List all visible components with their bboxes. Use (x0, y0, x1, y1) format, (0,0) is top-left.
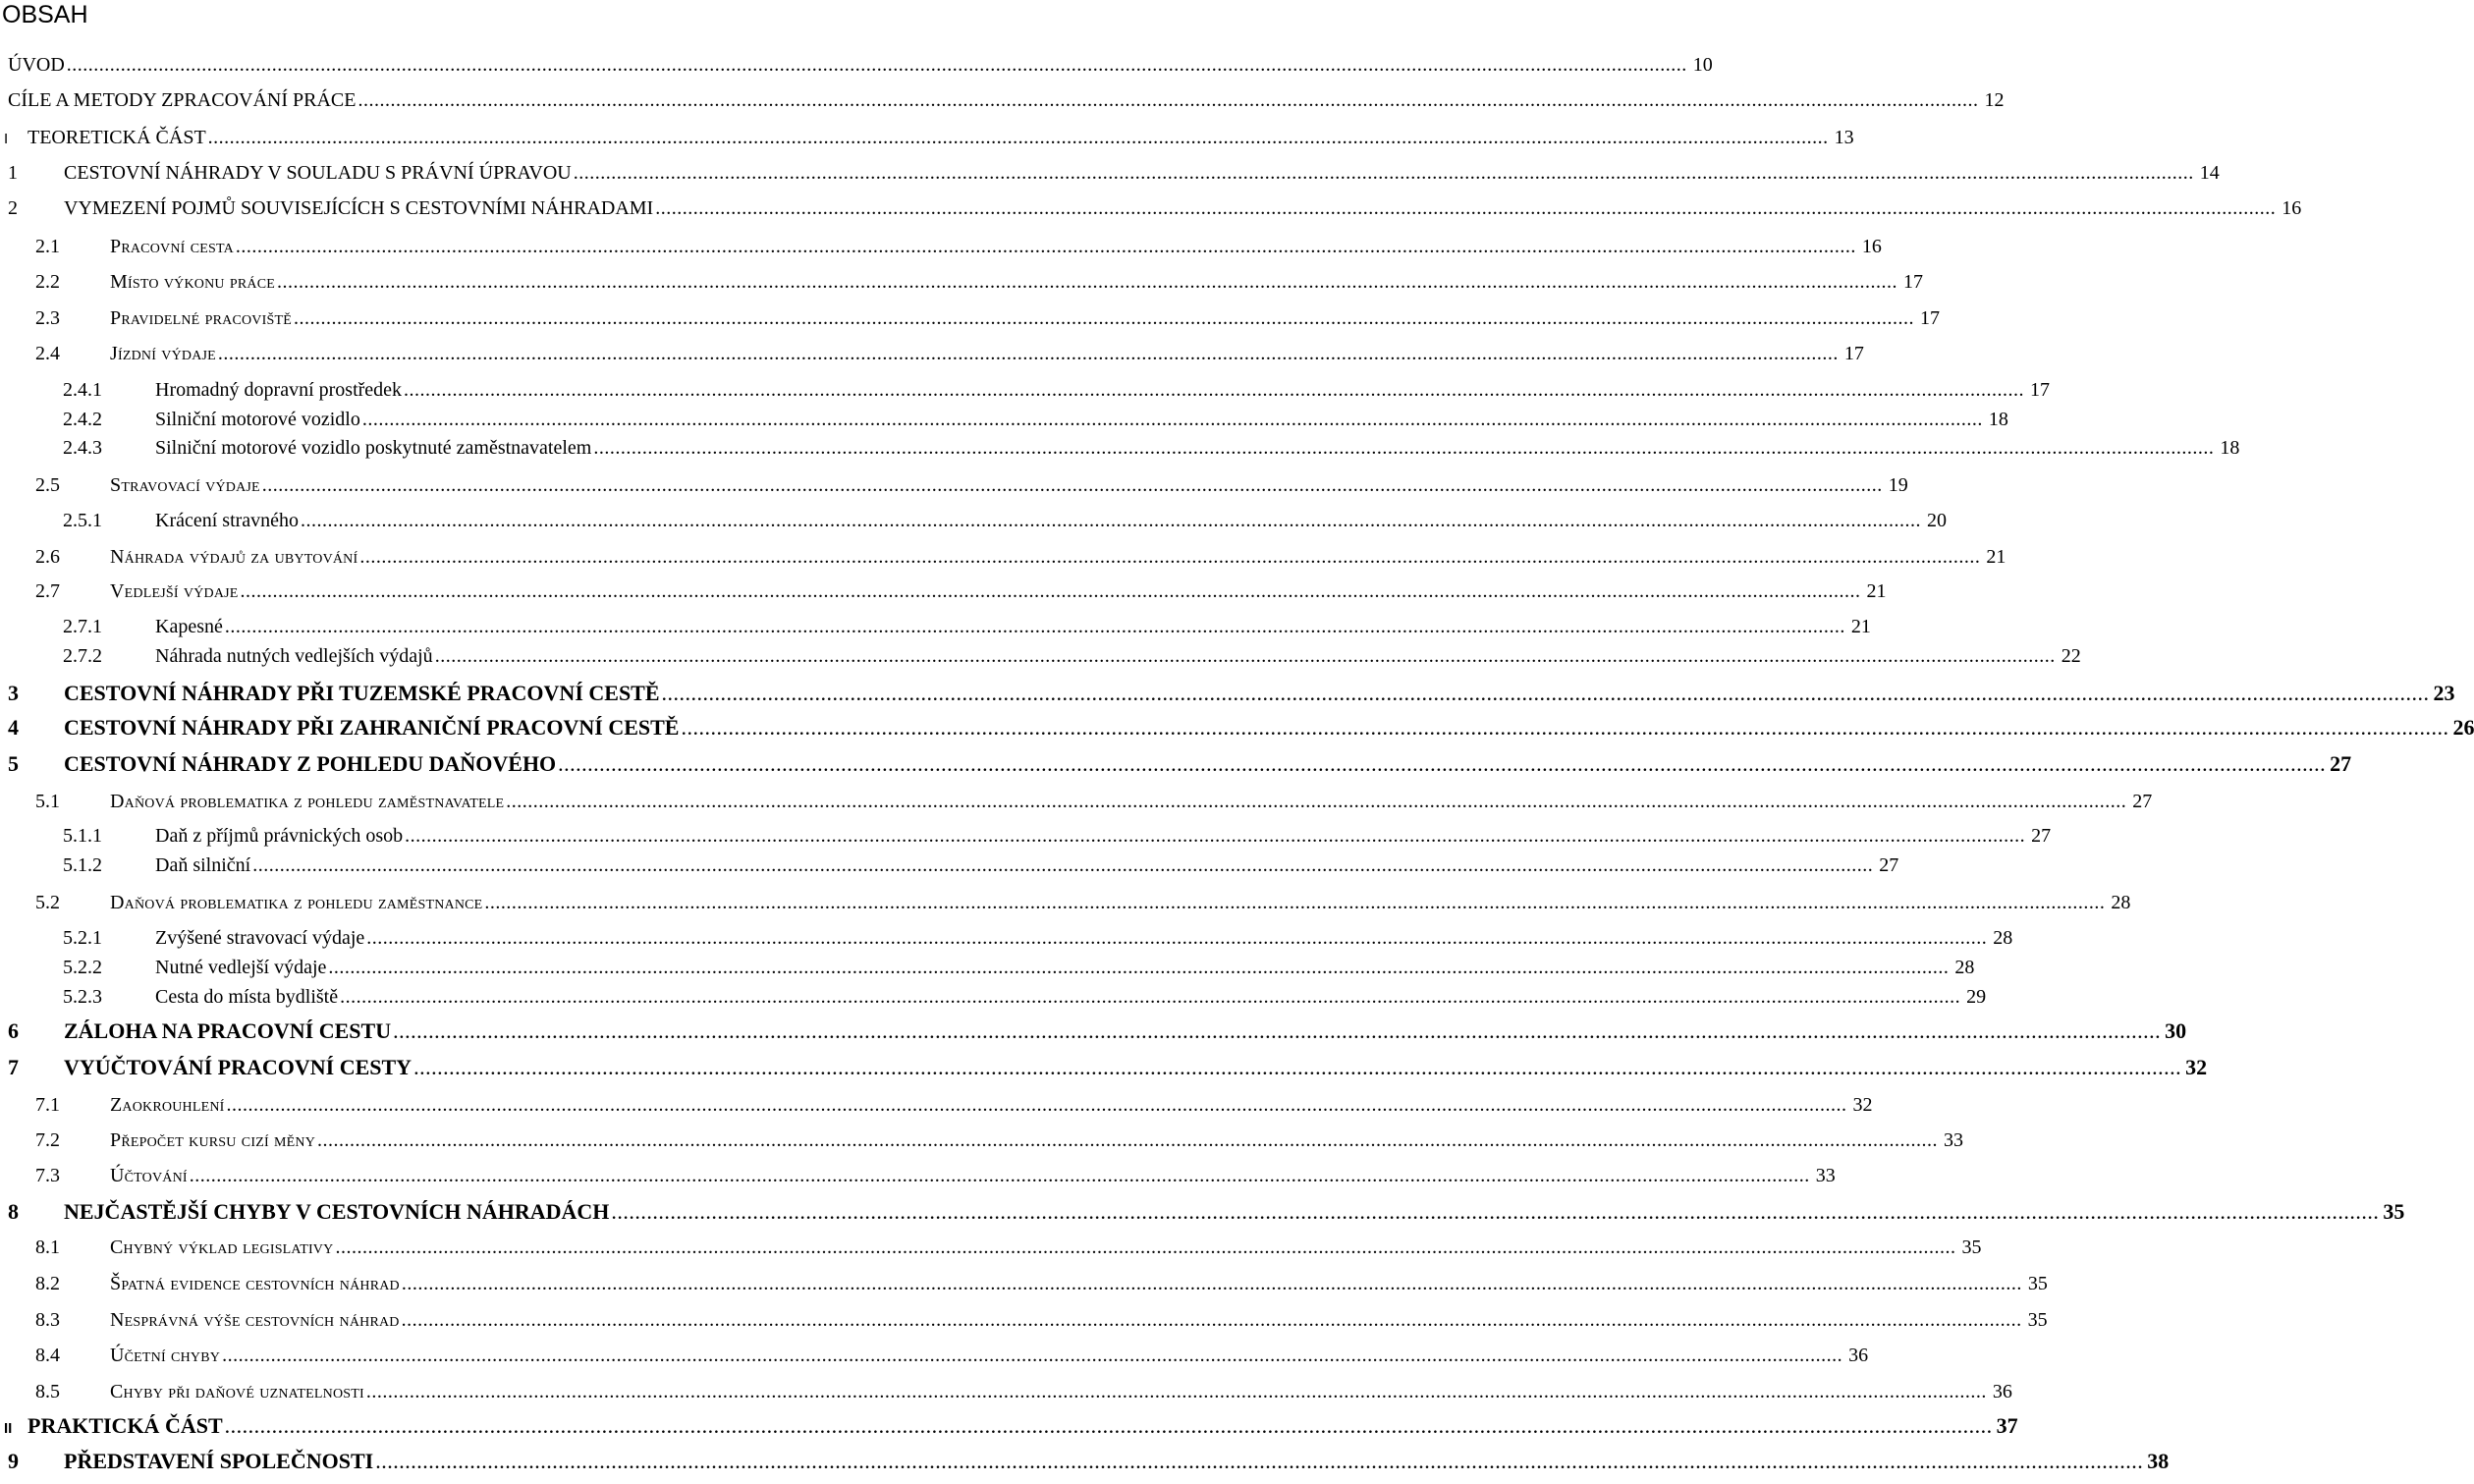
toc-entry-body (110, 1309, 2048, 1332)
toc-entry-body (155, 986, 1987, 1009)
toc-entry-body (64, 751, 2352, 777)
toc-entry-title: Daňová problematika z pohledu zaměstnavatele (110, 791, 505, 812)
toc-entry-title: Daň z příjmů právnických osob (155, 825, 404, 847)
toc-entry-title: Chyby při daňové uznatelnosti (110, 1381, 364, 1402)
toc-entry-body (110, 271, 1924, 294)
toc-entry-number: 8.1 (35, 1237, 60, 1258)
toc-entry-page: 12 (1984, 89, 2005, 111)
dot-leader: ............................................................................................................................................................................................................................................................................................................ (240, 580, 1861, 602)
dot-leader: ............................................................................................................................................................................................................................................................................................................ (226, 1094, 1847, 1116)
toc-entry-page: 20 (1927, 510, 1948, 531)
toc-entry-page: 17 (1903, 271, 1924, 293)
toc-entry-body (64, 1055, 2208, 1080)
toc-entry-body (64, 715, 2474, 741)
toc-entry-title: CESTOVNÍ NÁHRADY PŘI ZAHRANIČNÍ PRACOVNÍ CESTĚ (64, 715, 680, 740)
toc-entry-title: Účtování (110, 1165, 188, 1186)
page-title: OBSAH (2, 1, 88, 28)
toc-entry-title: ÚVOD (8, 54, 65, 76)
toc-entry-title: Náhrada nutných vedlejších výdajů (155, 645, 433, 667)
toc-entry[interactable] (0, 952, 1975, 983)
toc-entry-number: 5.2 (35, 892, 60, 913)
toc-entry-body (110, 1094, 1873, 1117)
toc-entry[interactable] (0, 432, 2240, 464)
toc-entry-body (110, 1165, 1836, 1187)
toc-entry-title: Zvýšené stravovací výdaje (155, 927, 365, 949)
toc-entry-number: 5.1.1 (63, 825, 102, 847)
dot-leader: ............................................................................................................................................................................................................................................................................................................ (401, 1273, 2022, 1294)
toc-entry-page: 35 (2027, 1309, 2048, 1331)
toc-entry[interactable] (0, 786, 2153, 817)
toc-entry-body (8, 89, 2005, 112)
toc-entry-number: 7.3 (35, 1165, 60, 1186)
dot-leader: ............................................................................................................................................................................................................................................................................................................ (404, 379, 2025, 401)
toc-entry-page: 28 (1993, 927, 2013, 949)
toc-entry-number: 4 (8, 715, 19, 740)
dot-leader: ............................................................................................................................................................................................................................................................................................................ (681, 715, 2449, 740)
toc-entry-title: CÍLE A METODY ZPRACOVÁNÍ PRÁCE (8, 89, 357, 111)
toc-entry-body (64, 197, 2302, 220)
toc-entry[interactable] (0, 374, 2051, 406)
toc-entry-body (64, 1449, 2170, 1474)
dot-leader: ............................................................................................................................................................................................................................................................................................................ (413, 1055, 2182, 1079)
toc-entry-body (110, 474, 1908, 497)
toc-entry[interactable] (0, 404, 2008, 435)
toc-entry[interactable] (0, 679, 2455, 710)
toc-entry-number: 7 (8, 1055, 19, 1079)
dot-leader: ............................................................................................................................................................................................................................................................................................................ (393, 1018, 2162, 1043)
toc-entry-number: 2.4 (35, 343, 60, 364)
toc-entry-number: 2.5 (35, 474, 60, 496)
toc-entry-body (155, 379, 2051, 402)
toc-entry[interactable] (0, 576, 1887, 607)
toc-entry-number: I (4, 131, 9, 147)
toc-entry[interactable] (0, 640, 2081, 672)
toc-entry-body (155, 854, 1899, 877)
toc-entry[interactable] (0, 922, 2013, 954)
dot-leader: ............................................................................................................................................................................................................................................................................................................ (401, 1309, 2022, 1331)
toc-entry-body (110, 1273, 2048, 1295)
toc-entry[interactable] (0, 469, 1908, 501)
toc-entry-title: Krácení stravného (155, 510, 300, 531)
toc-entry[interactable] (0, 1304, 2048, 1336)
toc-entry-page: 27 (2132, 791, 2153, 812)
toc-entry-number: 8 (8, 1199, 19, 1224)
toc-entry-body (27, 127, 1854, 149)
toc-entry-title: CESTOVNÍ NÁHRADY PŘI TUZEMSKÉ PRACOVNÍ CESTĚ (64, 681, 660, 705)
toc-entry[interactable] (0, 713, 2474, 744)
toc-entry-title: Náhrada výdajů za ubytování (110, 546, 358, 568)
toc-entry-body (110, 343, 1864, 365)
toc-entry-body (110, 580, 1887, 603)
toc-entry-page: 35 (1961, 1237, 1982, 1258)
dot-leader: ............................................................................................................................................................................................................................................................................................................ (506, 791, 2127, 812)
toc-entry-number: 5.1.2 (63, 854, 102, 876)
toc-entry-title: Pravidelné pracoviště (110, 307, 292, 329)
toc-entry-page: 10 (1692, 54, 1713, 76)
toc-entry-page: 16 (2282, 197, 2302, 219)
toc-entry-title: Daň silniční (155, 854, 251, 876)
toc-entry-number: 7.2 (35, 1129, 60, 1151)
toc-entry-page: 17 (1919, 307, 1940, 329)
dot-leader: ............................................................................................................................................................................................................................................................................................................ (340, 986, 1961, 1008)
dot-leader: ............................................................................................................................................................................................................................................................................................................ (301, 510, 1922, 531)
toc-entry-number: 5.2.2 (63, 957, 102, 978)
toc-entry-number: 8.4 (35, 1345, 60, 1366)
toc-entry[interactable] (0, 1268, 2048, 1299)
dot-leader: ............................................................................................................................................................................................................................................................................................................ (365, 1381, 1987, 1402)
dot-leader: ............................................................................................................................................................................................................................................................................................................ (361, 409, 1983, 430)
toc-entry-page: 21 (1850, 616, 1871, 637)
toc-entry-title: Daňová problematika z pohledu zaměstnance (110, 892, 483, 913)
toc-entry-page: 33 (1815, 1165, 1836, 1186)
toc-entry-body (110, 791, 2153, 813)
dot-leader: ............................................................................................................................................................................................................................................................................................................ (375, 1449, 2144, 1473)
toc-entry-title: Vedlejší výdaje (110, 580, 239, 602)
toc-entry-title: TEORETICKÁ ČÁST (27, 127, 206, 148)
dot-leader: ............................................................................................................................................................................................................................................................................................................ (235, 236, 1856, 257)
toc-entry-title: Místo výkonu práce (110, 271, 276, 293)
toc-entry-body (64, 681, 2455, 706)
toc-entry[interactable] (0, 887, 2131, 918)
toc-entry-body (27, 1413, 2018, 1439)
dot-leader: ............................................................................................................................................................................................................................................................................................................ (434, 645, 2056, 667)
toc-entry-body (155, 825, 2052, 848)
toc-entry[interactable] (0, 749, 2352, 781)
toc-entry-title: Zaokrouhlení (110, 1094, 225, 1116)
toc-entry[interactable] (0, 1411, 2018, 1443)
toc-entry[interactable] (0, 1160, 1836, 1191)
toc-entry-title: Účetní chyby (110, 1345, 221, 1366)
dot-leader: ............................................................................................................................................................................................................................................................................................................ (573, 162, 2194, 184)
toc-entry-page: 27 (2330, 751, 2352, 776)
toc-entry-number: 2.7.2 (63, 645, 102, 667)
toc-entry[interactable] (0, 981, 1987, 1013)
toc-entry-number: 2.4.1 (63, 379, 102, 401)
toc-entry-page: 16 (1861, 236, 1882, 257)
toc-entry-number: 2.7 (35, 580, 60, 602)
dot-leader: ............................................................................................................................................................................................................................................................................................................ (252, 854, 1874, 876)
toc-entry-body (8, 54, 1713, 77)
dot-leader: ............................................................................................................................................................................................................................................................................................................ (293, 307, 1914, 329)
dot-leader: ............................................................................................................................................................................................................................................................................................................ (261, 474, 1883, 496)
toc-entry-body (155, 437, 2240, 460)
toc-entry-title: Pracovní cesta (110, 236, 234, 257)
toc-entry-body (64, 162, 2220, 185)
toc-entry-number: 6 (8, 1018, 19, 1043)
dot-leader: ............................................................................................................................................................................................................................................................................................................ (222, 1345, 1843, 1366)
toc-entry-page: 32 (2185, 1055, 2208, 1079)
toc-entry-number: 8.5 (35, 1381, 60, 1402)
toc-entry[interactable] (0, 49, 1713, 81)
dot-leader: ............................................................................................................................................................................................................................................................................................................ (366, 927, 1988, 949)
toc-entry-body (110, 307, 1940, 330)
toc-entry[interactable] (0, 1125, 1964, 1156)
dot-leader: ............................................................................................................................................................................................................................................................................................................ (655, 197, 2277, 219)
toc-entry-page: 35 (2027, 1273, 2048, 1294)
toc-entry-title: Stravovací výdaje (110, 474, 260, 496)
toc-entry[interactable] (0, 157, 2220, 189)
toc-entry-title: Nutné vedlejší výdaje (155, 957, 327, 978)
dot-leader: ............................................................................................................................................................................................................................................................................................................ (277, 271, 1898, 293)
toc-entry-number: 2.7.1 (63, 616, 102, 637)
toc-entry-body (110, 236, 1882, 258)
toc-entry-page: 30 (2165, 1018, 2187, 1043)
toc-entry-page: 38 (2147, 1449, 2170, 1473)
toc-entry[interactable] (0, 1232, 1982, 1263)
dot-leader: ............................................................................................................................................................................................................................................................................................................ (335, 1237, 1956, 1258)
toc-entry[interactable] (0, 1376, 2012, 1407)
toc-entry[interactable] (0, 611, 1871, 642)
toc-entry-title: CESTOVNÍ NÁHRADY V SOULADU S PRÁVNÍ ÚPRAVOU (64, 162, 572, 184)
dot-leader: ............................................................................................................................................................................................................................................................................................................ (224, 616, 1845, 637)
dot-leader: ............................................................................................................................................................................................................................................................................................................ (484, 892, 2106, 913)
toc-entry-number: 2 (8, 197, 18, 219)
toc-entry-page: 18 (1988, 409, 2008, 430)
toc-entry-number: 5 (8, 751, 19, 776)
toc-entry[interactable] (0, 84, 2005, 116)
toc-entry-page: 28 (2111, 892, 2131, 913)
toc-entry-body (155, 927, 2013, 950)
toc-entry[interactable] (0, 1053, 2208, 1084)
toc-entry-title: Špatná evidence cestovních náhrad (110, 1273, 400, 1294)
toc-entry[interactable] (0, 192, 2302, 224)
toc-entry-number: 2.1 (35, 236, 60, 257)
toc-entry-title: Silniční motorové vozidlo poskytnuté zaměstnavatelem (155, 437, 592, 459)
toc-entry-body (110, 1237, 1982, 1259)
toc-entry-body (155, 957, 1975, 979)
toc-entry-page: 13 (1834, 127, 1854, 148)
dot-leader: ............................................................................................................................................................................................................................................................................................................ (217, 343, 1839, 364)
toc-entry-page: 33 (1944, 1129, 1964, 1151)
dot-leader: ............................................................................................................................................................................................................................................................................................................ (66, 54, 1687, 76)
dot-leader: ............................................................................................................................................................................................................................................................................................................ (593, 437, 2215, 459)
toc-entry[interactable] (0, 505, 1948, 536)
toc-entry-title: Kapesné (155, 616, 223, 637)
toc-entry-number: 8.2 (35, 1273, 60, 1294)
toc-entry-number: 3 (8, 681, 19, 705)
toc-entry-body (110, 892, 2131, 914)
toc-entry-body (155, 645, 2081, 668)
toc-entry-number: II (4, 1420, 13, 1437)
toc-entry-number: 5.2.1 (63, 927, 102, 949)
toc-entry-number: 1 (8, 162, 18, 184)
toc-entry-number: 5.1 (35, 791, 60, 812)
dot-leader: ............................................................................................................................................................................................................................................................................................................ (405, 825, 2026, 847)
toc-entry[interactable] (0, 820, 2052, 852)
toc-entry-number: 9 (8, 1449, 19, 1473)
toc-entry[interactable] (0, 302, 1940, 334)
dot-leader: ............................................................................................................................................................................................................................................................................................................ (359, 546, 1981, 568)
toc-entry[interactable] (0, 1340, 1869, 1371)
toc-entry-title: Cesta do místa bydliště (155, 986, 339, 1008)
toc-entry-title: Chybný výklad legislativy (110, 1237, 334, 1258)
toc-entry[interactable] (0, 122, 1854, 153)
toc-entry-number: 7.1 (35, 1094, 60, 1116)
toc-entry-page: 18 (2220, 437, 2240, 459)
toc-entry-page: 21 (1866, 580, 1887, 602)
toc-entry-number: 5.2.3 (63, 986, 102, 1008)
toc-entry-title: Silniční motorové vozidlo (155, 409, 360, 430)
toc-entry-title: Hromadný dopravní prostředek (155, 379, 403, 401)
toc-entry-page: 36 (1992, 1381, 2012, 1402)
toc-entry-title: Přepočet kursu cizí měny (110, 1129, 316, 1151)
toc-entry-title: ZÁLOHA NA PRACOVNÍ CESTU (64, 1018, 392, 1043)
dot-leader: ............................................................................................................................................................................................................................................................................................................ (207, 127, 1829, 148)
toc-entry-body (110, 1345, 1869, 1367)
toc-entry-title: VYÚČTOVÁNÍ PRACOVNÍ CESTY (64, 1055, 412, 1079)
toc-entry-title: PŘEDSTAVENÍ SPOLEČNOSTI (64, 1449, 374, 1473)
toc-entry-page: 23 (2433, 681, 2455, 705)
dot-leader: ............................................................................................................................................................................................................................................................................................................ (328, 957, 1950, 978)
toc-entry-page: 17 (1843, 343, 1864, 364)
toc-entry-page: 27 (1879, 854, 1899, 876)
toc-entry-title: PRAKTICKÁ ČÁST (27, 1413, 223, 1438)
toc-entry[interactable] (0, 338, 1864, 369)
dot-leader: ............................................................................................................................................................................................................................................................................................................ (558, 751, 2327, 776)
toc-entry[interactable] (0, 1089, 1873, 1121)
toc-entry-body (155, 616, 1871, 638)
toc-entry-body (110, 1381, 2012, 1403)
toc-entry-title: Nesprávná výše cestovních náhrad (110, 1309, 400, 1331)
toc-entry-body (110, 1129, 1964, 1152)
toc-entry[interactable] (0, 231, 1882, 262)
toc-entry-title: VYMEZENÍ POJMŮ SOUVISEJÍCÍCH S CESTOVNÍMI NÁHRADAMI (64, 197, 654, 219)
toc-entry-page: 37 (1996, 1413, 2018, 1438)
toc-entry-number: 2.4.3 (63, 437, 102, 459)
toc-entry-number: 2.3 (35, 307, 60, 329)
toc-entry-body (155, 510, 1948, 532)
toc-entry-page: 17 (2030, 379, 2051, 401)
toc-entry[interactable] (0, 1197, 2405, 1229)
toc-entry-page: 22 (2061, 645, 2081, 667)
toc-entry-body (64, 1199, 2405, 1225)
toc-entry[interactable] (0, 850, 1899, 881)
toc-entry-page: 35 (2383, 1199, 2405, 1224)
toc-entry-page: 32 (1852, 1094, 1873, 1116)
toc-entry-page: 19 (1888, 474, 1908, 496)
toc-entry-number: 2.4.2 (63, 409, 102, 430)
toc-entry[interactable] (0, 1447, 2170, 1478)
dot-leader: ............................................................................................................................................................................................................................................................................................................ (189, 1165, 1810, 1186)
dot-leader: ............................................................................................................................................................................................................................................................................................................ (661, 681, 2430, 705)
dot-leader: ............................................................................................................................................................................................................................................................................................................ (317, 1129, 1939, 1151)
toc-entry-body (155, 409, 2008, 431)
toc-entry-page: 27 (2031, 825, 2052, 847)
toc-entry-page: 21 (1986, 546, 2007, 568)
toc-entry[interactable] (0, 541, 2007, 573)
toc-entry-title: NEJČASTĚJŠÍ CHYBY V CESTOVNÍCH NÁHRADÁCH (64, 1199, 610, 1224)
toc-entry-page: 28 (1954, 957, 1975, 978)
toc-entry-number: 2.6 (35, 546, 60, 568)
toc-entry-title: CESTOVNÍ NÁHRADY Z POHLEDU DAŇOVÉHO (64, 751, 557, 776)
toc-entry-page: 36 (1848, 1345, 1869, 1366)
toc-entry-page: 26 (2452, 715, 2474, 740)
toc-entry-title: Jízdní výdaje (110, 343, 216, 364)
dot-leader: ............................................................................................................................................................................................................................................................................................................ (611, 1199, 2380, 1224)
dot-leader: ............................................................................................................................................................................................................................................................................................................ (357, 89, 1979, 111)
toc-entry[interactable] (0, 1017, 2187, 1048)
dot-leader: ............................................................................................................................................................................................................................................................................................................ (224, 1413, 1993, 1438)
toc-entry-body (64, 1018, 2187, 1044)
toc-entry-number: 2.2 (35, 271, 60, 293)
toc-entry-body (110, 546, 2007, 569)
toc-entry-page: 29 (1966, 986, 1987, 1008)
toc-entry[interactable] (0, 266, 1924, 298)
toc-entry-page: 14 (2199, 162, 2220, 184)
toc-entry-number: 8.3 (35, 1309, 60, 1331)
toc-entry-number: 2.5.1 (63, 510, 102, 531)
